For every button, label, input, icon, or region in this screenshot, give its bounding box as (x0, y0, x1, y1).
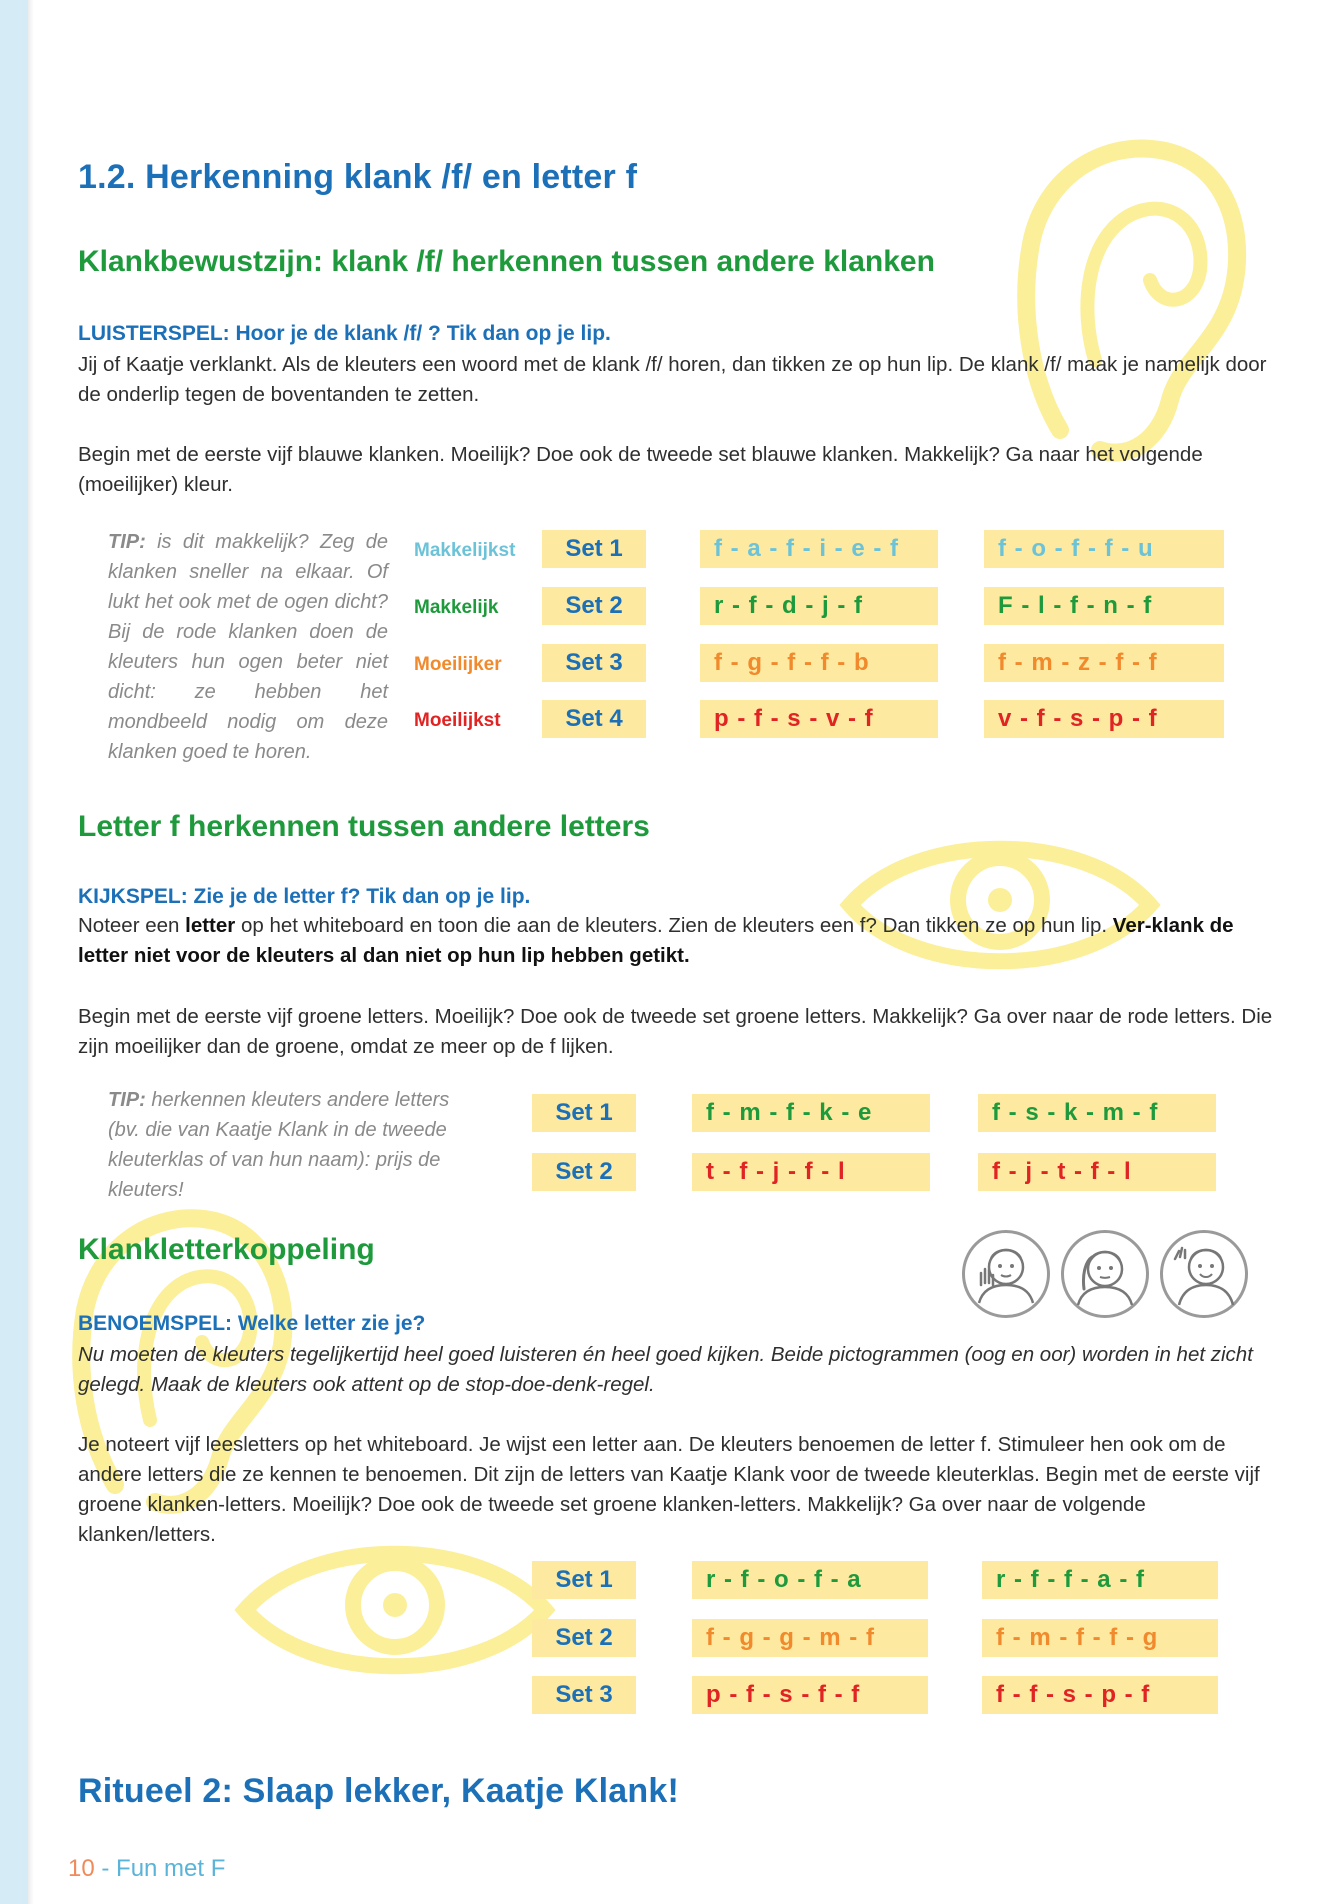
section-heading-klankbewustzijn: Klankbewustzijn: klank /f/ herkennen tussen andere klanken (78, 245, 935, 278)
letter-sequence: f - m - f - f - g (982, 1619, 1218, 1657)
difficulty-level: Moeilijkst (414, 710, 501, 731)
benoemspel-instructions: Nu moeten de kleuters tegelijkertijd heel goed luisteren én heel goed kijken. Beide pictogrammen (oog en oor) worden in het zicht gelegd. Maak de kleuters ook attent op de stop-doe-denk-regel. (78, 1343, 1253, 1396)
letter-sequence: t - f - j - f - l (692, 1153, 930, 1191)
sound-sequence: f - g - f - f - b (700, 644, 938, 682)
letter-sequence: f - j - t - f - l (978, 1153, 1216, 1191)
ear-watermark-icon (1000, 130, 1250, 470)
do-pictogram-icon (1160, 1230, 1248, 1318)
letter-sequence: r - f - f - a - f (982, 1561, 1218, 1599)
kijkspel-text-a: Noteer een (78, 914, 186, 937)
luisterspel-instructions: Jij of Kaatje verklankt. Als de kleuters een woord met de klank /f/ horen, dan tikken ze op hun lip. De klank /f/ maak je namelijk door de onderlip tegen de boventanden te zetten. (78, 353, 1267, 406)
difficulty-level: Moeilijker (414, 654, 502, 675)
game-title-luisterspel: LUISTERSPEL: Hoor je de klank /f/ ? Tik dan op je lip. (78, 322, 611, 345)
tip-luisterspel (108, 527, 388, 767)
footer-title: Fun met F (116, 1855, 226, 1882)
footer-separator: - (94, 1855, 117, 1882)
letter-sequence: f - f - s - p - f (982, 1676, 1218, 1714)
tip-label: TIP: (108, 531, 146, 553)
stop-pictogram-icon (962, 1230, 1050, 1318)
set-label: Set 1 (542, 530, 646, 568)
tip-text: herkennen kleuters andere letters (bv. die van Kaatje Klank in de tweede kleuterklas of van hun naam): prijs de kleuters! (108, 1089, 450, 1201)
sound-sequence: f - o - f - f - u (984, 530, 1224, 568)
page-number: 10 (68, 1855, 95, 1882)
set-label: Set 1 (532, 1561, 636, 1599)
set-label: Set 2 (532, 1619, 636, 1657)
set-label: Set 2 (542, 587, 646, 625)
eye-watermark-icon (230, 1525, 560, 1695)
game-title-kijkspel: KIJKSPEL: Zie je de letter f? Tik dan op je lip. (78, 885, 531, 908)
difficulty-level: Makkelijkst (414, 540, 516, 561)
set-label: Set 3 (542, 644, 646, 682)
page-title: 1.2. Herkenning klank /f/ en letter f (78, 158, 638, 196)
set-label: Set 1 (532, 1094, 636, 1132)
set-label: Set 3 (532, 1676, 636, 1714)
sound-sequence: v - f - s - p - f (984, 700, 1224, 738)
difficulty-level: Makkelijk (414, 597, 499, 618)
sound-sequence: F - l - f - n - f (984, 587, 1224, 625)
sound-sequence: f - a - f - i - e - f (700, 530, 938, 568)
letter-sequence: f - s - k - m - f (978, 1094, 1216, 1132)
page-shadow (28, 0, 34, 1904)
kijkspel-text-b: letter (185, 914, 236, 937)
luisterspel-progression: Begin met de eerste vijf blauwe klanken. Moeilijk? Doe ook de tweede set blauwe klanken. Makkelijk? Ga naar het volgende (moeilijker) kleur. (78, 443, 1203, 496)
game-title-benoemspel: BENOEMSPEL: Welke letter zie je? (78, 1312, 426, 1335)
tip-kijkspel (108, 1085, 463, 1205)
set-label: Set 4 (542, 700, 646, 738)
letter-sequence: p - f - s - f - f (692, 1676, 928, 1714)
letter-sequence: r - f - o - f - a (692, 1561, 928, 1599)
section-heading-klankletterkoppeling: Klankletterkoppeling (78, 1233, 375, 1266)
tip-label: TIP: (108, 1089, 146, 1111)
side-stripe (0, 0, 28, 1904)
kijkspel-text-d: Ver-klank de letter niet voor de kleuters al dan niet op hun lip hebben getikt. (78, 914, 1234, 967)
kijkspel-progression: Begin met de eerste vijf groene letters. Moeilijk? Doe ook de tweede set groene letters. Makkelijk? Ga over naar de rode letters. Die zijn moeilijker dan de groene, omdat ze meer op de f lijken. (78, 1005, 1273, 1058)
letter-sequence: f - g - g - m - f (692, 1619, 928, 1657)
set-label: Set 2 (532, 1153, 636, 1191)
section-heading-ritueel: Ritueel 2: Slaap lekker, Kaatje Klank! (78, 1772, 679, 1810)
think-pictogram-icon (1061, 1230, 1149, 1318)
kijkspel-instructions (78, 911, 1273, 971)
tip-text: is dit makkelijk? Zeg de klanken sneller na elkaar. Of lukt het ook met de ogen dicht? Bij de rode klanken doen de kleuters hun ogen beter niet dicht: ze hebben het mondbeeld nodig om deze klanken goed te horen. (108, 531, 388, 763)
sound-sequence: r - f - d - j - f (700, 587, 938, 625)
benoemspel-progression: Je noteert vijf leesletters op het whiteboard. Je wijst een letter aan. De kleuters benoemen de letter f. Stimuleer hen ook om de andere letters die ze kennen te benoemen. Dit zijn de letters van Kaatje Klank voor de tweede kleuterklas. Begin met de eerste vijf groene klanken-letters. Moeilijk? Doe ook de tweede set groene klanken-letters. Makkelijk? Ga over naar de volgende klanken/letters. (78, 1433, 1260, 1546)
sound-sequence: p - f - s - v - f (700, 700, 938, 738)
letter-sequence: f - m - f - k - e (692, 1094, 930, 1132)
kijkspel-text-c: op het whiteboard en toon die aan de kleuters. Zien de kleuters een f? Dan tikken ze op hun lip. (235, 914, 1113, 937)
section-heading-letter-herkennen: Letter f herkennen tussen andere letters (78, 810, 650, 843)
footer (68, 1855, 225, 1883)
sound-sequence: f - m - z - f - f (984, 644, 1224, 682)
